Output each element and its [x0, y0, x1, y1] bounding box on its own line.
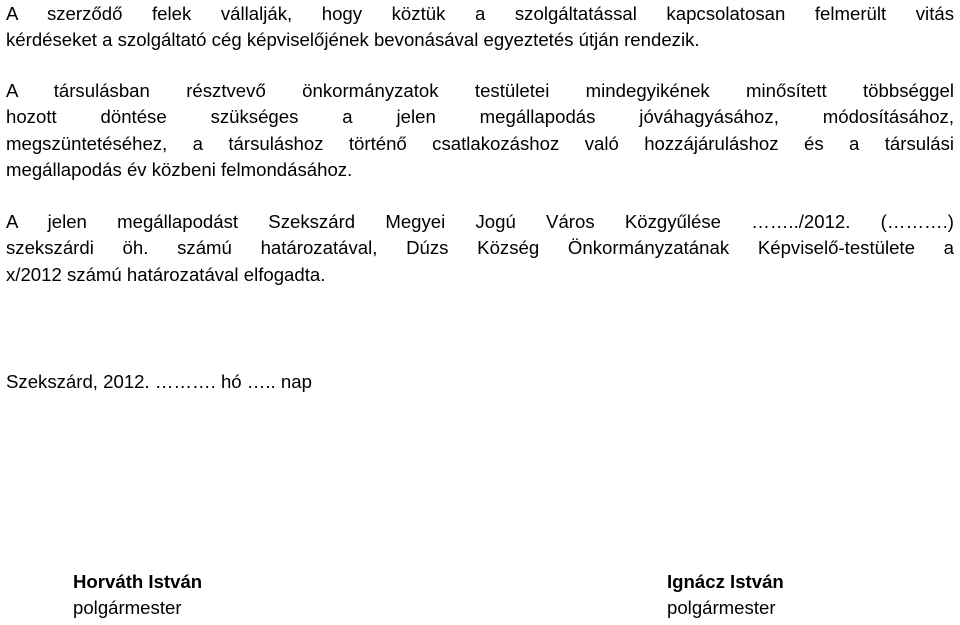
text-line: A szerződő felek vállalják, hogy köztük a szolgáltatással kapcsolatosan felmerült vitás — [6, 3, 954, 24]
paragraph-dispute-resolution — [6, 1, 954, 54]
signatory-title: polgármester — [73, 597, 182, 618]
paragraph-approval — [6, 209, 954, 288]
text-line: x/2012 számú határozatával elfogadta. — [6, 263, 326, 285]
signatory-title: polgármester — [667, 597, 776, 618]
text-line: kérdéseket a szolgáltató cég képviselőjének bevonásával egyeztetés útján rendezik. — [6, 29, 700, 51]
signatory-name: Horváth István — [73, 571, 203, 592]
text-line: szekszárdi öh. számú határozatával, Dúzs Község Önkormányzatának Képviselő-testülete a — [6, 237, 954, 259]
signatory-name: Ignácz István — [667, 571, 784, 592]
text-line: hozott döntése szükséges a jelen megállapodás jóváhagyásához, módosításához, — [6, 106, 954, 128]
text-line: megszüntetéséhez, a társuláshoz történő csatlakozáshoz való hozzájáruláshoz és a társulási — [6, 132, 954, 154]
place-and-date: Szekszárd, 2012. ………. hó ….. nap — [6, 371, 312, 392]
signature-block-right — [667, 569, 784, 621]
signature-block-left — [73, 569, 202, 621]
text-line: A jelen megállapodást Szekszárd Megyei Jogú Város Közgyűlése ……../2012. (……….) — [6, 211, 954, 232]
text-line: megállapodás év közbeni felmondásához. — [6, 159, 353, 181]
paragraph-qualified-majority — [6, 78, 954, 184]
text-line: A társulásban résztvevő önkormányzatok testületei mindegyikének minősített többséggel — [6, 80, 954, 101]
